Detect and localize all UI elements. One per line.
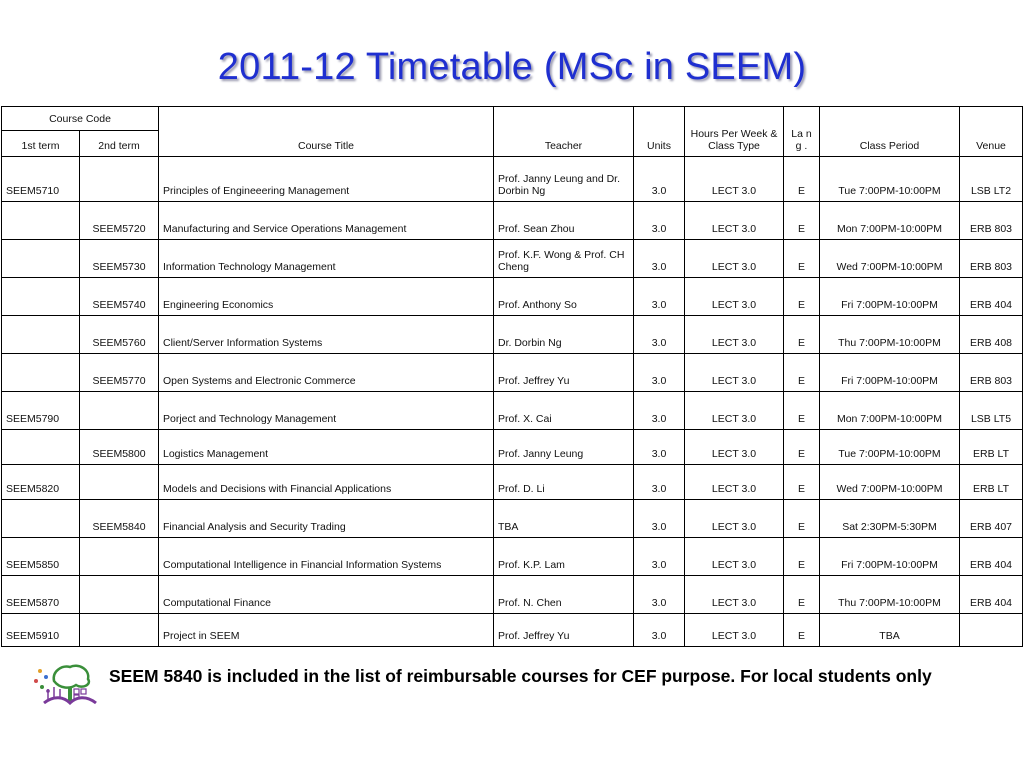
cell-lang: E (784, 614, 820, 647)
cell-venue: ERB 404 (960, 538, 1023, 576)
cell-lang: E (784, 354, 820, 392)
cell-teacher: Prof. Janny Leung and Dr. Dorbin Ng (494, 157, 634, 202)
cell-venue: ERB 404 (960, 278, 1023, 316)
cell-lang: E (784, 392, 820, 430)
cell-first-term (2, 430, 80, 465)
page-title: 2011-12 Timetable (MSc in SEEM) (217, 46, 807, 88)
header-venue: Venue (960, 107, 1023, 157)
cell-second-term: SEEM5800 (80, 430, 159, 465)
cell-hours: LECT 3.0 (685, 240, 784, 278)
cell-hours: LECT 3.0 (685, 500, 784, 538)
cell-teacher: Prof. Anthony So (494, 278, 634, 316)
cell-second-term: SEEM5740 (80, 278, 159, 316)
cell-units: 3.0 (634, 354, 685, 392)
cell-hours: LECT 3.0 (685, 354, 784, 392)
tree-book-logo-icon (30, 659, 98, 709)
cell-course-title: Open Systems and Electronic Commerce (159, 354, 494, 392)
cell-first-term: SEEM5820 (2, 465, 80, 500)
cell-teacher: TBA (494, 500, 634, 538)
cell-venue: LSB LT2 (960, 157, 1023, 202)
cell-venue: ERB 803 (960, 354, 1023, 392)
cell-class-period: Sat 2:30PM-5:30PM (820, 500, 960, 538)
cell-lang: E (784, 500, 820, 538)
cell-units: 3.0 (634, 576, 685, 614)
cell-class-period: TBA (820, 614, 960, 647)
cell-teacher: Prof. K.F. Wong & Prof. CH Cheng (494, 240, 634, 278)
cell-first-term: SEEM5870 (2, 576, 80, 614)
cell-class-period: Fri 7:00PM-10:00PM (820, 354, 960, 392)
cell-class-period: Wed 7:00PM-10:00PM (820, 465, 960, 500)
cell-units: 3.0 (634, 500, 685, 538)
header-course-title: Course Title (159, 107, 494, 157)
cell-class-period: Wed 7:00PM-10:00PM (820, 240, 960, 278)
cell-venue: ERB 803 (960, 240, 1023, 278)
cell-venue: ERB LT (960, 465, 1023, 500)
cell-second-term (80, 392, 159, 430)
cell-second-term: SEEM5720 (80, 202, 159, 240)
cell-course-title: Manufacturing and Service Operations Management (159, 202, 494, 240)
cell-lang: E (784, 316, 820, 354)
cell-hours: LECT 3.0 (685, 614, 784, 647)
cell-teacher: Prof. Janny Leung (494, 430, 634, 465)
cell-first-term (2, 316, 80, 354)
cell-units: 3.0 (634, 202, 685, 240)
cell-lang: E (784, 430, 820, 465)
cell-second-term: SEEM5760 (80, 316, 159, 354)
cell-venue: ERB 407 (960, 500, 1023, 538)
table-row (2, 240, 1023, 278)
cell-units: 3.0 (634, 240, 685, 278)
cell-venue (960, 614, 1023, 647)
cell-class-period: Tue 7:00PM-10:00PM (820, 157, 960, 202)
table-row (2, 465, 1023, 500)
cell-units: 3.0 (634, 392, 685, 430)
cell-units: 3.0 (634, 316, 685, 354)
cell-units: 3.0 (634, 538, 685, 576)
cell-first-term (2, 500, 80, 538)
header-teacher: Teacher (494, 107, 634, 157)
header-lang: La ng . (784, 107, 820, 157)
cell-second-term (80, 576, 159, 614)
cell-second-term: SEEM5730 (80, 240, 159, 278)
cell-teacher: Prof. K.P. Lam (494, 538, 634, 576)
cell-hours: LECT 3.0 (685, 465, 784, 500)
cell-course-title: Computational Intelligence in Financial Information Systems (159, 538, 494, 576)
cell-lang: E (784, 278, 820, 316)
table-row (2, 430, 1023, 465)
cell-first-term: SEEM5790 (2, 392, 80, 430)
table-row (2, 576, 1023, 614)
table-row (2, 500, 1023, 538)
cell-lang: E (784, 157, 820, 202)
cell-venue: ERB 408 (960, 316, 1023, 354)
cell-teacher: Prof. N. Chen (494, 576, 634, 614)
header-class-period: Class Period (820, 107, 960, 157)
cell-course-title: Models and Decisions with Financial Applications (159, 465, 494, 500)
cell-lang: E (784, 465, 820, 500)
header-second-term: 2nd term (80, 131, 159, 157)
cell-teacher: Prof. Jeffrey Yu (494, 354, 634, 392)
header-units: Units (634, 107, 685, 157)
header-first-term: 1st term (2, 131, 80, 157)
cell-class-period: Fri 7:00PM-10:00PM (820, 538, 960, 576)
cell-course-title: Logistics Management (159, 430, 494, 465)
cell-course-title: Client/Server Information Systems (159, 316, 494, 354)
cell-class-period: Tue 7:00PM-10:00PM (820, 430, 960, 465)
cell-teacher: Prof. X. Cai (494, 392, 634, 430)
cell-units: 3.0 (634, 278, 685, 316)
cell-course-title: Information Technology Management (159, 240, 494, 278)
cell-second-term: SEEM5840 (80, 500, 159, 538)
cell-units: 3.0 (634, 614, 685, 647)
cell-first-term (2, 278, 80, 316)
table-row (2, 538, 1023, 576)
cell-course-title: Engineering Economics (159, 278, 494, 316)
cell-teacher: Prof. D. Li (494, 465, 634, 500)
cell-class-period: Thu 7:00PM-10:00PM (820, 576, 960, 614)
table-row (2, 278, 1023, 316)
table-row (2, 316, 1023, 354)
cell-teacher: Prof. Sean Zhou (494, 202, 634, 240)
cell-course-title: Financial Analysis and Security Trading (159, 500, 494, 538)
cell-second-term (80, 157, 159, 202)
cell-teacher: Dr. Dorbin Ng (494, 316, 634, 354)
cell-hours: LECT 3.0 (685, 576, 784, 614)
cell-first-term (2, 354, 80, 392)
table-row (2, 392, 1023, 430)
cell-lang: E (784, 576, 820, 614)
table-row (2, 614, 1023, 647)
cell-first-term: SEEM5850 (2, 538, 80, 576)
table-row (2, 202, 1023, 240)
cell-class-period: Mon 7:00PM-10:00PM (820, 202, 960, 240)
timetable (1, 106, 1023, 647)
cell-venue: LSB LT5 (960, 392, 1023, 430)
cell-hours: LECT 3.0 (685, 202, 784, 240)
header-hours: Hours Per Week & Class Type (685, 107, 784, 157)
cell-second-term (80, 538, 159, 576)
footnote: SEEM 5840 is included in the list of reimbursable courses for CEF purpose. For local students only (109, 666, 932, 686)
table-row (2, 157, 1023, 202)
cell-second-term (80, 465, 159, 500)
cell-course-title: Project in SEEM (159, 614, 494, 647)
cell-venue: ERB 803 (960, 202, 1023, 240)
cell-second-term: SEEM5770 (80, 354, 159, 392)
cell-course-title: Principles of Engineeering Management (159, 157, 494, 202)
cell-units: 3.0 (634, 465, 685, 500)
table-row (2, 354, 1023, 392)
cell-first-term: SEEM5910 (2, 614, 80, 647)
cell-lang: E (784, 538, 820, 576)
cell-class-period: Mon 7:00PM-10:00PM (820, 392, 960, 430)
cell-hours: LECT 3.0 (685, 538, 784, 576)
cell-hours: LECT 3.0 (685, 392, 784, 430)
header-course-code: Course Code (2, 107, 159, 131)
cell-lang: E (784, 240, 820, 278)
cell-hours: LECT 3.0 (685, 157, 784, 202)
cell-venue: ERB 404 (960, 576, 1023, 614)
cell-teacher: Prof. Jeffrey Yu (494, 614, 634, 647)
cell-course-title: Computational Finance (159, 576, 494, 614)
cell-first-term (2, 240, 80, 278)
cell-units: 3.0 (634, 430, 685, 465)
cell-hours: LECT 3.0 (685, 430, 784, 465)
cell-hours: LECT 3.0 (685, 278, 784, 316)
cell-first-term (2, 202, 80, 240)
cell-class-period: Thu 7:00PM-10:00PM (820, 316, 960, 354)
cell-course-title: Porject and Technology Management (159, 392, 494, 430)
cell-units: 3.0 (634, 157, 685, 202)
cell-venue: ERB LT (960, 430, 1023, 465)
cell-first-term: SEEM5710 (2, 157, 80, 202)
cell-second-term (80, 614, 159, 647)
cell-lang: E (784, 202, 820, 240)
cell-class-period: Fri 7:00PM-10:00PM (820, 278, 960, 316)
cell-hours: LECT 3.0 (685, 316, 784, 354)
